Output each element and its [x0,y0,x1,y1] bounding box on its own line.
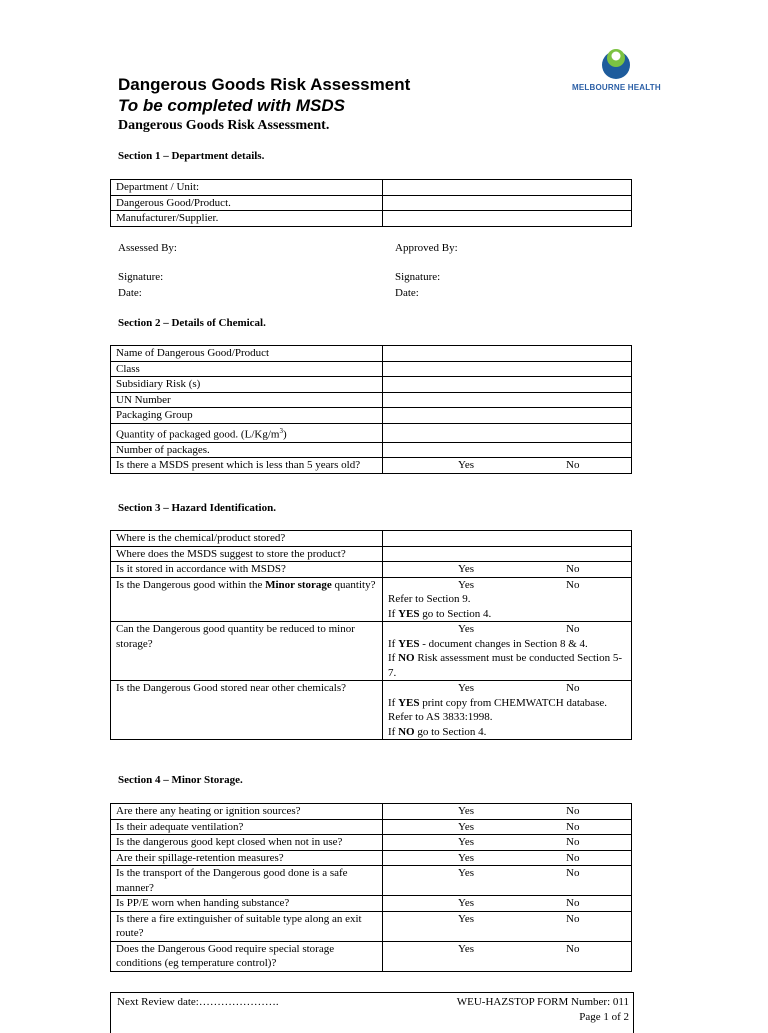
answer-cell[interactable] [383,180,632,196]
yes-no-cell[interactable] [383,911,632,941]
answer-cell[interactable] [383,377,632,393]
row-label: Quantity of packaged good. $(L/Kg/m^3)$ [111,423,383,442]
yes-option[interactable]: Yes [458,851,475,864]
instruction-text: Refer to AS 3833:1998. [388,711,493,723]
table-row [111,346,632,362]
section2-title: Section 2 – Details of Chemical. [118,317,266,329]
row-label: Are their spillage-retention measures? [111,850,383,866]
table-row [111,866,632,896]
row-label: Is their adequate ventilation? [111,819,383,835]
answer-cell[interactable] [383,392,632,408]
yes-no-cell[interactable] [383,941,632,971]
logo-mark-icon [596,42,636,82]
yes-no-cell[interactable] [383,622,632,681]
table-row [111,377,632,393]
table-row [111,896,632,912]
row-label: Name of Dangerous Good/Product [111,346,383,362]
table-row [111,546,632,562]
table-row [111,458,632,474]
yes-option[interactable]: Yes [458,563,475,575]
answer-cell[interactable] [383,361,632,377]
yes-no-cell[interactable] [383,681,632,740]
section1-title: Section 1 – Department details. [118,150,265,162]
row-label: Is the Dangerous good within the Minor storage quantity? [111,577,383,622]
no-option[interactable]: No [566,912,580,925]
yes-no-cell[interactable] [383,866,632,896]
row-label: Is PP/E worn when handing substance? [111,896,383,912]
table-row [111,819,632,835]
page-footer [110,992,634,1033]
section4-title: Section 4 – Minor Storage. [118,774,243,786]
page-subheading: Dangerous Goods Risk Assessment. [118,118,330,133]
logo-name: MELBOURNE HEALTH [572,83,661,92]
page-number: Page 1 of 2 [579,1011,629,1023]
section2-table [110,345,632,474]
no-option[interactable]: No [566,805,580,817]
answer-cell[interactable] [383,546,632,562]
yes-no-cell[interactable] [383,850,632,866]
row-label: Is the Dangerous Good stored near other chemicals? [111,681,383,740]
next-review-date: Next Review date:…………………. [117,996,279,1008]
table-row [111,423,632,442]
table-row [111,622,632,681]
table-row [111,442,632,458]
no-option[interactable]: No [566,820,580,833]
yes-no-cell[interactable] [383,835,632,851]
answer-cell[interactable] [383,195,632,211]
section3-table [110,530,632,740]
row-label: Is it stored in accordance with MSDS? [111,562,383,578]
row-label: Is there a MSDS present which is less than 5 years old? [111,458,383,474]
instruction-text: If NO go to Section 4. [388,725,487,738]
no-option[interactable]: No [566,867,580,879]
table-row [111,850,632,866]
answer-cell[interactable] [383,531,632,547]
approver-signature-label: Signature: [395,271,441,283]
table-row [111,180,632,196]
yes-option[interactable]: Yes [458,867,475,879]
table-row [111,195,632,211]
row-label: Number of packages. [111,442,383,458]
table-row [111,681,632,740]
no-option[interactable]: No [566,459,580,472]
table-row [111,361,632,377]
table-row [111,804,632,820]
row-label: Subsidiary Risk (s) [111,377,383,393]
no-option[interactable]: No [566,563,580,575]
yes-option[interactable]: Yes [458,623,475,635]
assessor-signature-label: Signature: [118,271,164,283]
row-label: Manufacturer/Supplier. [111,211,383,227]
answer-cell[interactable] [383,408,632,424]
table-row [111,562,632,578]
table-row [111,911,632,941]
table-row [111,531,632,547]
no-option[interactable]: No [566,682,580,694]
table-row [111,835,632,851]
row-label: Packaging Group [111,408,383,424]
answer-cell[interactable] [383,346,632,362]
no-option[interactable]: No [566,623,580,635]
yes-option[interactable]: Yes [458,912,475,925]
yes-no-cell[interactable] [383,562,632,578]
yes-option[interactable]: Yes [458,578,475,591]
no-option[interactable]: No [566,942,580,955]
no-option[interactable]: No [566,851,580,864]
row-label: Is the dangerous good kept closed when not in use? [111,835,383,851]
row-label: Department / Unit: [111,180,383,196]
yes-option[interactable]: Yes [458,682,475,694]
section3-title: Section 3 – Hazard Identification. [118,502,276,514]
page-subtitle: To be completed with MSDS [118,96,345,115]
no-option[interactable]: No [566,897,580,909]
yes-no-cell[interactable] [383,804,632,820]
table-row [111,408,632,424]
row-label: Where is the chemical/product stored? [111,531,383,547]
yes-option[interactable]: Yes [458,459,475,472]
page-title: Dangerous Goods Risk Assessment [118,75,411,94]
yes-no-cell[interactable] [383,819,632,835]
no-option[interactable]: No [566,836,580,848]
table-row [111,392,632,408]
row-label: Are there any heating or ignition sources? [111,804,383,820]
melbourne-health-logo [572,42,661,96]
yes-option[interactable]: Yes [458,942,475,955]
approved-by-label: Approved By: [395,242,458,254]
row-label: Dangerous Good/Product. [111,195,383,211]
instruction-text: If YES print copy from CHEMWATCH database. [388,696,608,709]
answer-cell[interactable] [383,423,632,442]
row-label: Is the transport of the Dangerous good done is a safe manner? [111,866,383,896]
instruction-text: If YES go to Section 4. [388,607,492,620]
yes-option[interactable]: Yes [458,897,475,909]
row-label: Does the Dangerous Good require special storage conditions (eg temperature control)? [111,941,383,971]
form-number: WEU-HAZSTOP FORM Number: 011 [456,996,629,1008]
yes-option[interactable]: Yes [458,836,475,848]
row-label: Is there a fire extinguisher of suitable type along an exit route? [111,911,383,941]
instruction-text: Refer to Section 9. [388,593,471,605]
answer-cell[interactable] [383,442,632,458]
yes-option[interactable]: Yes [458,805,475,817]
assessor-date-label: Date: [118,287,142,299]
table-row [111,941,632,971]
row-label: Class [111,361,383,377]
yes-no-cell[interactable] [383,458,632,474]
row-label: UN Number [111,392,383,408]
instruction-text: If NO Risk assessment must be conducted Section 5-7. [388,652,623,679]
table-row [111,577,632,622]
row-label: Where does the MSDS suggest to store the product? [111,546,383,562]
instruction-text: If YES - document changes in Section 8 & 4. [388,637,588,650]
answer-cell[interactable] [383,211,632,227]
table-row [111,211,632,227]
section4-table [110,803,632,972]
assessed-by-label: Assessed By: [118,242,177,254]
no-option[interactable]: No [566,578,580,591]
row-label: Can the Dangerous good quantity be reduced to minor storage? [111,622,383,681]
section1-table [110,179,632,227]
yes-no-cell[interactable] [383,577,632,622]
approver-date-label: Date: [395,287,419,299]
yes-no-cell[interactable] [383,896,632,912]
yes-option[interactable]: Yes [458,820,475,833]
